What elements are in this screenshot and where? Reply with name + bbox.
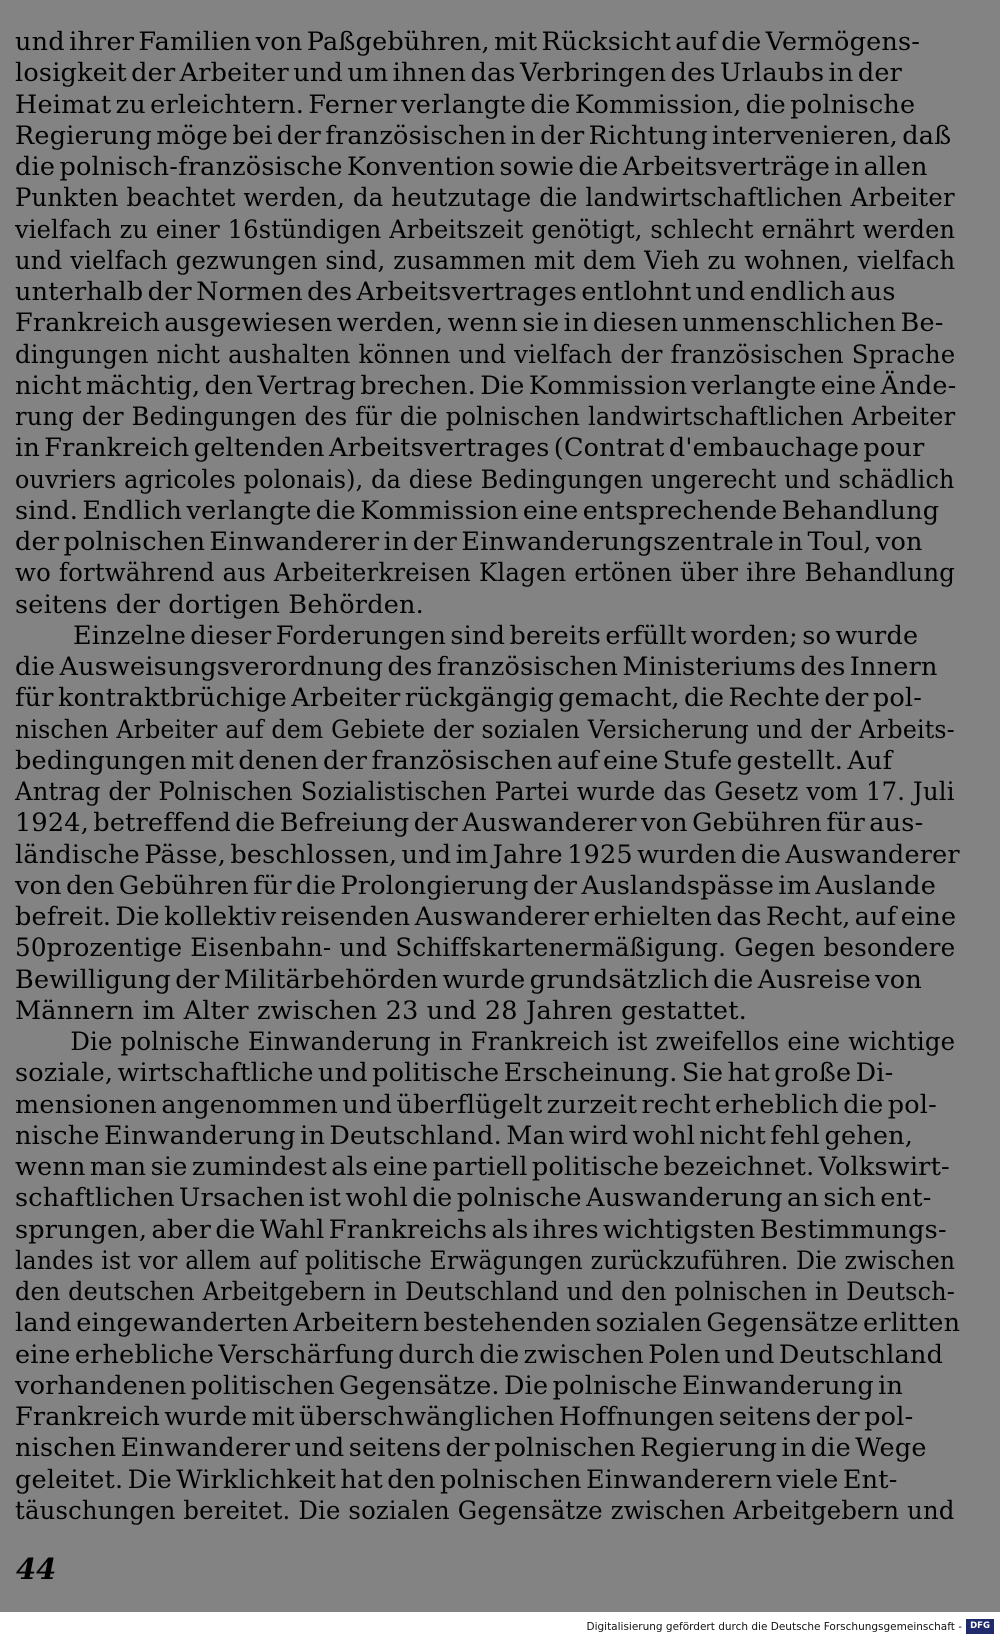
text-line: von den Gebühren für die Prolongierung der Auslandspässe im Auslande xyxy=(15,870,937,901)
text-line: soziale, wirtschaftliche und politische Erscheinung. Sie hat große Di- xyxy=(15,1058,894,1089)
text-line: Punkten beachtet werden, da heutzutage die landwirtschaftlichen Arbeiter xyxy=(15,183,955,214)
text-line: und vielfach gezwungen sind, zusammen mit dem Vieh zu wohnen, vielfach xyxy=(15,245,956,276)
text-line: eine erhebliche Verschärfung durch die zwischen Polen und Deutschland xyxy=(15,1339,944,1370)
text-line: der polnischen Einwanderer in der Einwanderungszentrale in Toul, von xyxy=(15,527,923,557)
text-line: den deutschen Arbeitgebern in Deutschland und den polnischen in Deutsch- xyxy=(15,1277,956,1307)
text-line: mensionen angenommen und überflügelt zurzeit recht erheblich die pol- xyxy=(15,1089,937,1120)
text-line: vielfach zu einer 16stündigen Arbeitszeit genötigt, schlecht ernährt werden xyxy=(15,214,956,245)
text-line: Antrag der Polnischen Sozialistischen Partei wurde das Gesetz vom 17. Juli xyxy=(15,777,955,807)
text-line: Frankreich ausgewiesen werden, wenn sie in diesen unmenschlichen Be- xyxy=(15,308,944,339)
text-line: land eingewanderten Arbeitern bestehenden sozialen Gegensätze erlitten xyxy=(15,1308,961,1339)
text-line: nischen Arbeiter auf dem Gebiete der sozialen Versicherung und der Arbeits- xyxy=(15,714,955,745)
text-line: rung der Bedingungen des für die polnischen landwirtschaftlichen Arbeiter xyxy=(15,402,956,432)
text-line: befreit. Die kollektiv reisenden Auswanderer erhielten das Recht, auf eine xyxy=(15,902,957,932)
text-line: Männern im Alter zwischen 23 und 28 Jahren gestattet. xyxy=(15,995,747,1026)
footer-credit: Digitalisierung gefördert durch die Deutsche Forschungsgemeinschaft - xyxy=(586,1621,962,1633)
text-line: täuschungen bereitet. Die sozialen Gegensätze zwischen Arbeitgebern und xyxy=(15,1495,955,1526)
text-line: Einzelne dieser Forderungen sind bereits erfüllt worden; so wurde xyxy=(73,620,919,651)
text-line: bedingungen mit denen der französischen auf eine Stufe gestellt. Auf xyxy=(15,745,893,776)
text-line: nicht mächtig, den Vertrag brechen. Die Kommission verlangte eine Ände- xyxy=(15,370,957,401)
text-line: seitens der dortigen Behörden. xyxy=(15,589,424,620)
text-line: geleitet. Die Wirklichkeit hat den polnischen Einwanderern viele Ent- xyxy=(15,1464,898,1495)
text-line: dingungen nicht aushalten können und vielfach der französischen Sprache xyxy=(15,339,956,370)
text-line: Regierung möge bei der französischen in der Richtung intervenieren, daß xyxy=(15,120,952,151)
text-line: sind. Endlich verlangte die Kommission eine entsprechende Behandlung xyxy=(15,495,940,526)
text-line: Die polnische Einwanderung in Frankreich ist zweifellos eine wichtige xyxy=(70,1027,956,1057)
text-line: 1924, betreffend die Befreiung der Auswanderer von Gebühren für aus- xyxy=(15,808,924,839)
text-line: die polnisch-französische Konvention sowie die Arbeitsverträge in allen xyxy=(15,152,928,182)
text-line: 50prozentige Eisenbahn- und Schiffskartenermäßigung. Gegen besondere xyxy=(15,933,956,964)
text-line: Heimat zu erleichtern. Ferner verlangte die Kommission, die polnische xyxy=(15,89,916,120)
text-line: wo fortwährend aus Arbeiterkreisen Klagen ertönen über ihre Behandlung xyxy=(15,558,956,589)
text-line: nischen Einwanderer und seitens der polnischen Regierung in die Wege xyxy=(15,1433,927,1464)
text-line: ländische Pässe, beschlossen, und im Jahre 1925 wurden die Auswanderer xyxy=(15,839,960,870)
text-line: landes ist vor allem auf politische Erwägungen zurückzuführen. Die zwischen xyxy=(15,1245,956,1276)
text-line: Bewilligung der Militärbehörden wurde grundsätzlich die Ausreise von xyxy=(15,964,922,995)
text-line: ouvriers agricoles polonais), da diese Bedingungen ungerecht und schädlich xyxy=(15,464,955,495)
text-line: für kontraktbrüchige Arbeiter rückgängig gemacht, die Rechte der pol- xyxy=(15,683,923,714)
text-line: wenn man sie zumindest als eine partiell politische bezeichnet. Volkswirt- xyxy=(15,1152,950,1182)
page-number: 44 xyxy=(16,1552,57,1586)
text-line: vorhandenen politischen Gegensätze. Die polnische Einwanderung in xyxy=(15,1370,904,1401)
body-text xyxy=(15,27,960,1527)
text-line: Frankreich wurde mit überschwänglichen Hoffnungen seitens der pol- xyxy=(15,1402,914,1432)
digitization-footer xyxy=(0,1612,1000,1642)
text-line: in Frankreich geltenden Arbeitsvertrages (Contrat d'embauchage pour xyxy=(15,433,925,464)
text-line: und ihrer Familien von Paßgebühren, mit Rücksicht auf die Vermögens- xyxy=(15,27,921,57)
text-line: die Ausweisungsverordnung des französischen Ministeriums des Innern xyxy=(15,652,938,682)
text-line: unterhalb der Normen des Arbeitsvertrages entlohnt und endlich aus xyxy=(15,277,896,307)
text-line: losigkeit der Arbeiter und um ihnen das Verbringen des Urlaubs in der xyxy=(15,58,903,89)
text-line: nische Einwanderung in Deutschland. Man wird wohl nicht fehl gehen, xyxy=(15,1120,914,1151)
text-line: schaftlichen Ursachen ist wohl die polnische Auswanderung an sich ent- xyxy=(15,1183,932,1214)
text-line: sprungen, aber die Wahl Frankreichs als ihres wichtigsten Bestimmungs- xyxy=(15,1214,947,1245)
dfg-logo: DFG xyxy=(966,1619,994,1634)
